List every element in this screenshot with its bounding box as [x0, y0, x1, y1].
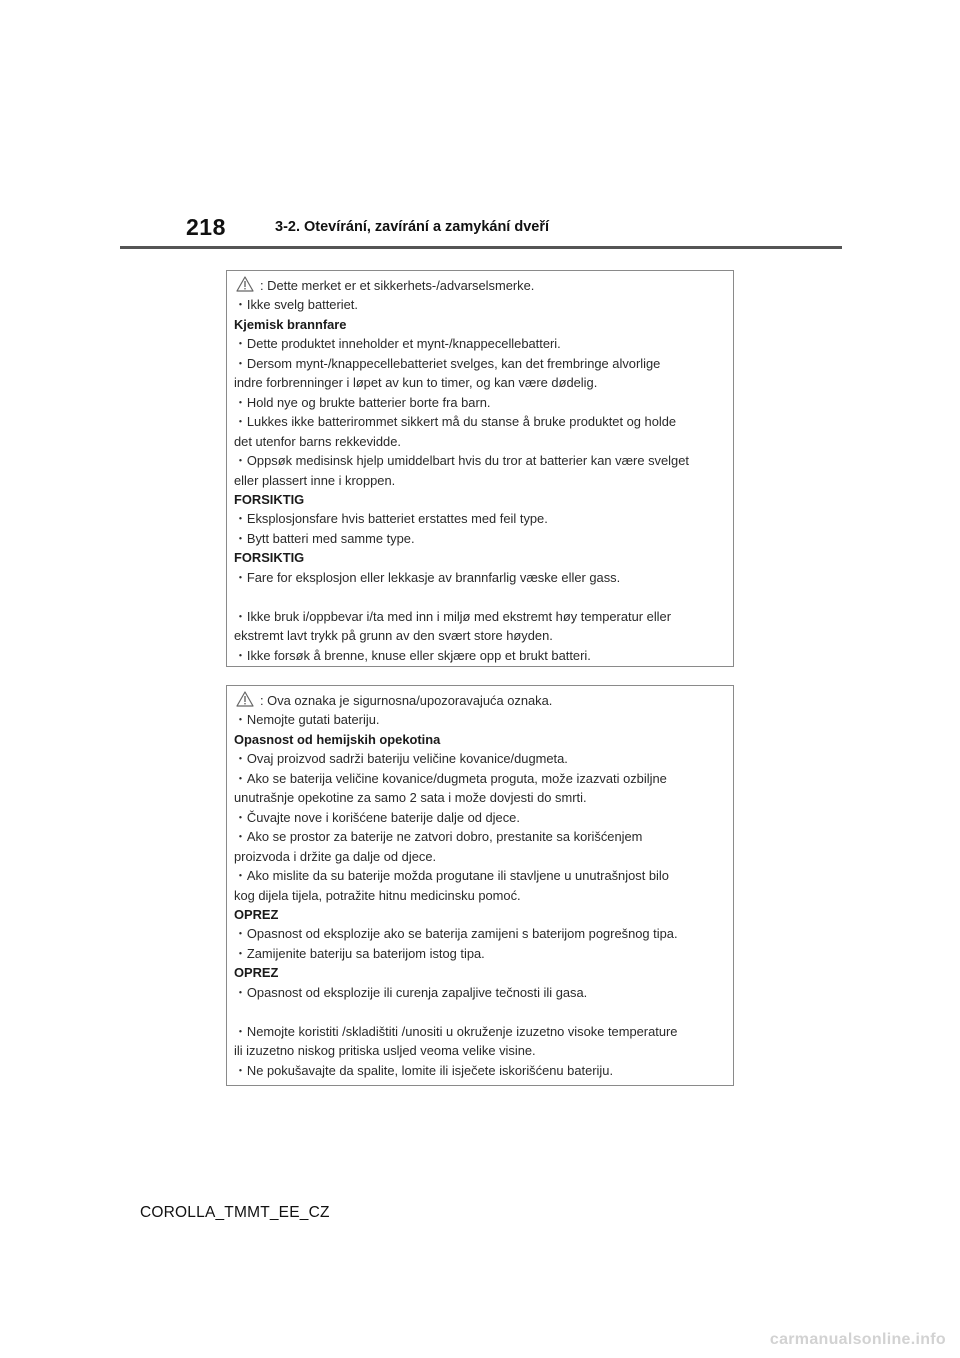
warning-heading: Opasnost od hemijskih opekotina — [234, 731, 441, 747]
warning-triangle-icon — [236, 276, 254, 292]
warning-text-line: ・Hold nye og brukte batterier borte fra barn. — [234, 394, 491, 410]
warning-text-line: ・Ako se baterija veličine kovanice/dugmeta proguta, može izazvati ozbiljne — [234, 770, 667, 786]
warning-box-norwegian — [226, 270, 734, 667]
warning-heading: Kjemisk brannfare — [234, 316, 347, 332]
warning-text-line: ・Fare for eksplosjon eller lekkasje av brannfarlig væske eller gass. — [234, 569, 621, 585]
warning-text-line: ・Eksplosjonsfare hvis batteriet erstattes med feil type. — [234, 511, 548, 527]
warning-box-croatian — [226, 685, 734, 1086]
watermark: carmanualsonline.info — [769, 1331, 946, 1348]
warning-symbol-text: : Ova oznaka je sigurnosna/upozoravajuća oznaka. — [260, 693, 553, 708]
section-title: 3-2. Otevírání, zavírání a zamykání dveří — [275, 219, 550, 235]
warning-text-line: ekstremt lavt trykk på grunn av den svært store høyden. — [234, 628, 553, 644]
warning-text-line: ・Nemojte koristiti /skladištiti /unositi u okruženje izuzetno visoke temperature — [234, 1023, 678, 1039]
warning-text-line: ・Ikke bruk i/oppbevar i/ta med inn i miljø med ekstremt høy temperatur eller — [234, 608, 672, 624]
warning-text-line: ・Ako se prostor za baterije ne zatvori dobro, prestanite sa korišćenjem — [234, 829, 643, 845]
warning-symbol-text: : Dette merket er et sikkerhets-/advarselsmerke. — [260, 278, 535, 293]
line-spacer — [234, 587, 725, 606]
warning-text-line: ・Dette produktet inneholder et mynt-/knappecellebatteri. — [234, 336, 561, 352]
warning-symbol-line — [234, 691, 725, 710]
warning-text-line: ・Dersom mynt-/knappecellebatteriet svelges, kan det frembringe alvorlige — [234, 355, 661, 371]
warning-text-line: ・Opasnost od eksplozije ako se baterija zamijeni s baterijom pogrešnog tipa. — [234, 926, 678, 942]
warning-text-line: ・Nemojte gutati bateriju. — [234, 712, 380, 728]
warning-heading: OPREZ — [234, 965, 279, 981]
warning-heading: OPREZ — [234, 906, 279, 922]
warning-lines — [234, 710, 725, 1080]
document-code: COROLLA_TMMT_EE_CZ — [140, 1204, 330, 1221]
warning-text-line: ・Ako mislite da su baterije možda progutane ili stavljene u unutrašnjost bilo — [234, 868, 669, 884]
warning-text-line: eller plassert inne i kroppen. — [234, 472, 396, 488]
warning-heading: FORSIKTIG — [234, 491, 305, 507]
warning-heading: FORSIKTIG — [234, 550, 305, 566]
warning-text-line: ・Čuvajte nove i korišćene baterije dalje od djece. — [234, 809, 520, 825]
warning-text-line: ili izuzetno niskog pritiska usljed veoma velike visine. — [234, 1043, 536, 1059]
warning-triangle-icon — [236, 691, 254, 707]
warning-text-line: ・Ikke forsøk å brenne, knuse eller skjære opp et brukt batteri. — [234, 647, 591, 663]
warning-text-line: ・Lukkes ikke batterirommet sikkert må du stanse å bruke produktet og holde — [234, 414, 677, 430]
warning-text-line: ・Ikke svelg batteriet. — [234, 297, 358, 313]
warning-text-line: indre forbrenninger i løpet av kun to timer, og kan være dødelig. — [234, 375, 598, 391]
warning-text-line: ・Ovaj proizvod sadrži bateriju veličine kovanice/dugmeta. — [234, 751, 568, 767]
warning-text-line: ・Opasnost od eksplozije ili curenja zapaljive tečnosti ili gasa. — [234, 984, 588, 1000]
page-number: 218 — [186, 214, 226, 240]
warning-text-line: unutrašnje opekotine za samo 2 sata i može dovjesti do smrti. — [234, 790, 587, 806]
warning-text-line: kog dijela tijela, potražite hitnu medicinsku pomoć. — [234, 887, 521, 903]
warning-text-line: proizvoda i držite ga dalje od djece. — [234, 848, 437, 864]
warning-text-line: ・Zamijenite bateriju sa baterijom istog tipa. — [234, 945, 485, 961]
warning-text-line: ・Bytt batteri med samme type. — [234, 530, 415, 546]
warning-symbol-line — [234, 276, 725, 295]
warning-text-line: ・Oppsøk medisinsk hjelp umiddelbart hvis du tror at batterier kan være svelget — [234, 453, 689, 469]
page-header — [120, 214, 842, 249]
warning-text-line: ・Ne pokušavajte da spalite, lomite ili isječete iskorišćenu bateriju. — [234, 1062, 614, 1078]
warning-text-line: det utenfor barns rekkevidde. — [234, 433, 401, 449]
warning-lines — [234, 295, 725, 665]
line-spacer — [234, 1002, 725, 1021]
